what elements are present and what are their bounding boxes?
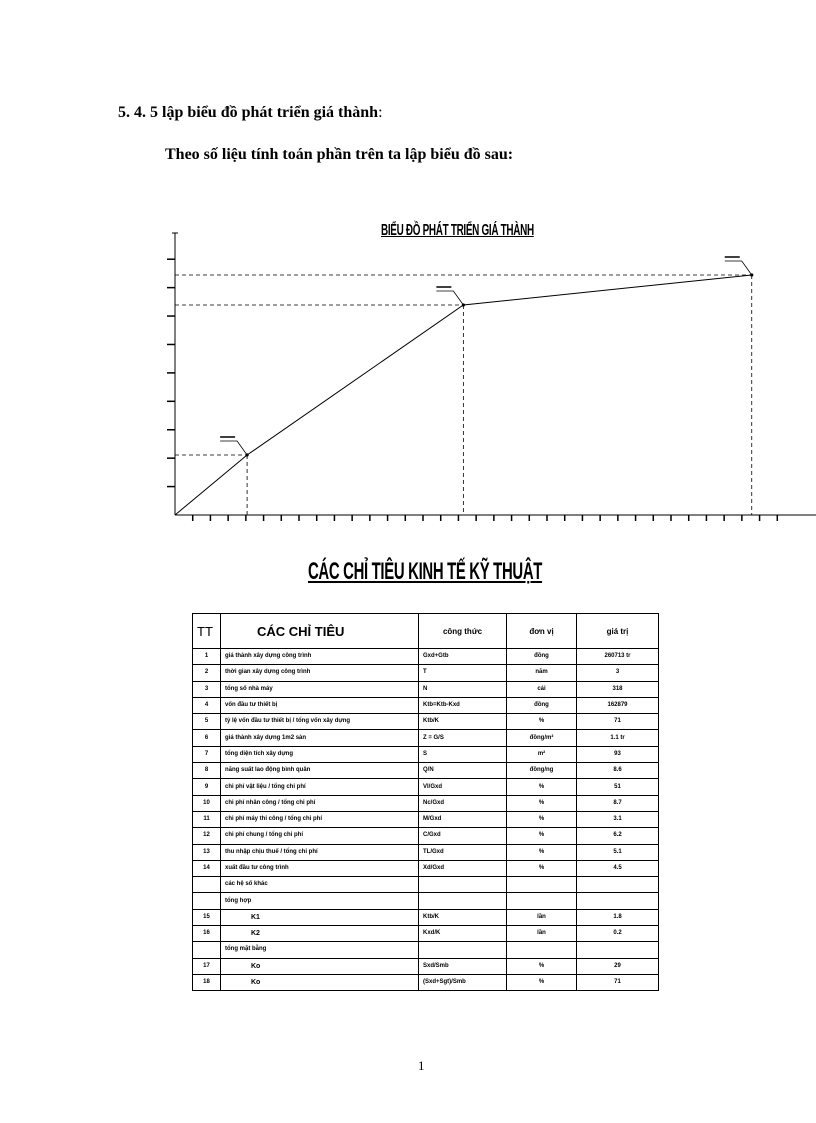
row-unit [507,942,577,958]
row-indicator: giá thành xây dựng công trình [221,649,419,665]
table-row [193,860,659,876]
row-indicator: Ko [221,974,419,990]
row-value: 162879 [577,697,659,713]
row-formula: Ktb/K [419,714,507,730]
row-unit: năm [507,665,577,681]
row-formula: S [419,746,507,762]
row-tt: 2 [193,665,221,681]
table-row [193,877,659,893]
row-tt: 4 [193,697,221,713]
table-row [193,714,659,730]
row-value: 71 [577,714,659,730]
header-tt: TT [193,614,221,649]
table-row [193,942,659,958]
table-row [193,665,659,681]
row-tt: 13 [193,844,221,860]
row-formula: (Sxd+Sgt)/Smb [419,974,507,990]
row-unit [507,893,577,909]
row-unit: % [507,811,577,827]
row-value: 4.5 [577,860,659,876]
row-value: 8.6 [577,763,659,779]
row-value: 8.7 [577,795,659,811]
row-tt: 8 [193,763,221,779]
row-indicator: K1 [221,909,419,925]
row-formula: N [419,681,507,697]
table-row [193,893,659,909]
row-unit: % [507,828,577,844]
row-indicator: tỷ lệ vốn đầu tư thiết bị / tổng vốn xây dựng [221,714,419,730]
intro-sentence: Theo số liệu tính toán phần trên ta lập biểu đồ sau: [165,146,514,163]
row-formula: T [419,665,507,681]
row-unit: đồng [507,697,577,713]
row-value: 3 [577,665,659,681]
series-line [175,275,752,515]
row-formula: Vl/Gxd [419,779,507,795]
row-tt: 5 [193,714,221,730]
row-formula: Nc/Gxd [419,795,507,811]
row-formula [419,877,507,893]
table-row [193,795,659,811]
table-row [193,909,659,925]
row-formula: TL/Gxd [419,844,507,860]
row-unit: cái [507,681,577,697]
header-indicator: CÁC CHỈ TIÊU [221,614,419,649]
row-unit: % [507,860,577,876]
row-formula: C/Gxd [419,828,507,844]
section-heading [118,104,383,122]
table-row [193,811,659,827]
row-value: 6.2 [577,828,659,844]
row-tt: 3 [193,681,221,697]
row-value: 5.1 [577,844,659,860]
row-indicator: các hệ số khác [221,877,419,893]
row-formula [419,893,507,909]
table-row [193,649,659,665]
table-row [193,974,659,990]
row-value: 318 [577,681,659,697]
row-formula [419,942,507,958]
row-value: 1.1 tr [577,730,659,746]
chart-title: BIỂU ĐỒ PHÁT TRIỂN GIÁ THÀNH [381,222,534,239]
table-row [193,746,659,762]
row-value [577,893,659,909]
row-indicator: năng suất lao động bình quân [221,763,419,779]
table-header-row [193,614,659,649]
row-formula: Z = G/S [419,730,507,746]
row-tt: 18 [193,974,221,990]
row-indicator: thu nhập chịu thuế / tổng chi phí [221,844,419,860]
row-unit: % [507,844,577,860]
table-row [193,926,659,942]
row-indicator: tổng mặt bằng [221,942,419,958]
row-formula: Kxd/K [419,926,507,942]
table-row [193,844,659,860]
header-value: giá trị [577,614,659,649]
row-value: 51 [577,779,659,795]
row-tt: 6 [193,730,221,746]
row-tt: 7 [193,746,221,762]
point-callout [220,441,247,455]
row-tt: 16 [193,926,221,942]
row-value: 3.1 [577,811,659,827]
row-formula: Ktb/K [419,909,507,925]
row-unit: % [507,958,577,974]
row-unit: đồng/m² [507,730,577,746]
row-formula: Q/N [419,763,507,779]
row-indicator: xuất đầu tư công trình [221,860,419,876]
indicators-table [192,613,659,991]
row-value [577,942,659,958]
row-tt: 14 [193,860,221,876]
point-callout [725,261,752,275]
row-unit: lần [507,926,577,942]
row-indicator: tổng số nhà máy [221,681,419,697]
table-row [193,681,659,697]
row-indicator: tổng hợp [221,893,419,909]
row-indicator: giá thành xây dựng 1m2 sàn [221,730,419,746]
row-tt [193,893,221,909]
row-tt: 17 [193,958,221,974]
header-unit: đơn vị [507,614,577,649]
section-heading-colon: : [378,104,383,121]
table-row [193,828,659,844]
row-tt [193,877,221,893]
cost-development-chart [150,225,816,530]
row-unit: % [507,714,577,730]
table-row [193,697,659,713]
row-formula: Xd/Gxd [419,860,507,876]
section-heading-text: 5. 4. 5 lập biểu đồ phát triển giá thành [118,104,379,121]
table-title: CÁC CHỈ TIÊU KINH TẾ KỸ THUẬT [308,558,543,585]
row-indicator: K2 [221,926,419,942]
row-tt: 12 [193,828,221,844]
row-formula: M/Gxd [419,811,507,827]
header-formula: công thức [419,614,507,649]
row-value: 0.2 [577,926,659,942]
row-unit: % [507,974,577,990]
table-row [193,779,659,795]
row-tt: 1 [193,649,221,665]
row-formula: Gxd+Gtb [419,649,507,665]
row-tt: 10 [193,795,221,811]
row-tt [193,942,221,958]
row-unit: % [507,795,577,811]
row-indicator: vốn đầu tư thiết bị [221,697,419,713]
row-value: 29 [577,958,659,974]
row-unit: đồng [507,649,577,665]
indicators-table-body [193,614,659,991]
row-unit: đồng/ng [507,763,577,779]
table-row [193,763,659,779]
row-indicator: thời gian xây dựng công trình [221,665,419,681]
table-row [193,958,659,974]
row-value: 71 [577,974,659,990]
row-indicator: chi phí máy thi công / tổng chi phí [221,811,419,827]
row-unit [507,877,577,893]
row-formula: Ktb=Ktb-Kxd [419,697,507,713]
row-unit: m² [507,746,577,762]
row-tt: 9 [193,779,221,795]
row-tt: 15 [193,909,221,925]
row-indicator: chi phí chung / tổng chi phí [221,828,419,844]
row-value: 93 [577,746,659,762]
row-formula: Sxd/Smb [419,958,507,974]
row-value: 260713 tr [577,649,659,665]
row-indicator: Ko [221,958,419,974]
row-unit: lần [507,909,577,925]
page-number: 1 [418,1058,425,1073]
row-indicator: tổng diện tích xây dựng [221,746,419,762]
point-callout [436,291,463,305]
row-indicator: chi phí nhân công / tổng chi phí [221,795,419,811]
row-value: 1.8 [577,909,659,925]
row-unit: % [507,779,577,795]
table-row [193,730,659,746]
row-tt: 11 [193,811,221,827]
row-indicator: chi phí vật liệu / tổng chi phí [221,779,419,795]
row-value [577,877,659,893]
